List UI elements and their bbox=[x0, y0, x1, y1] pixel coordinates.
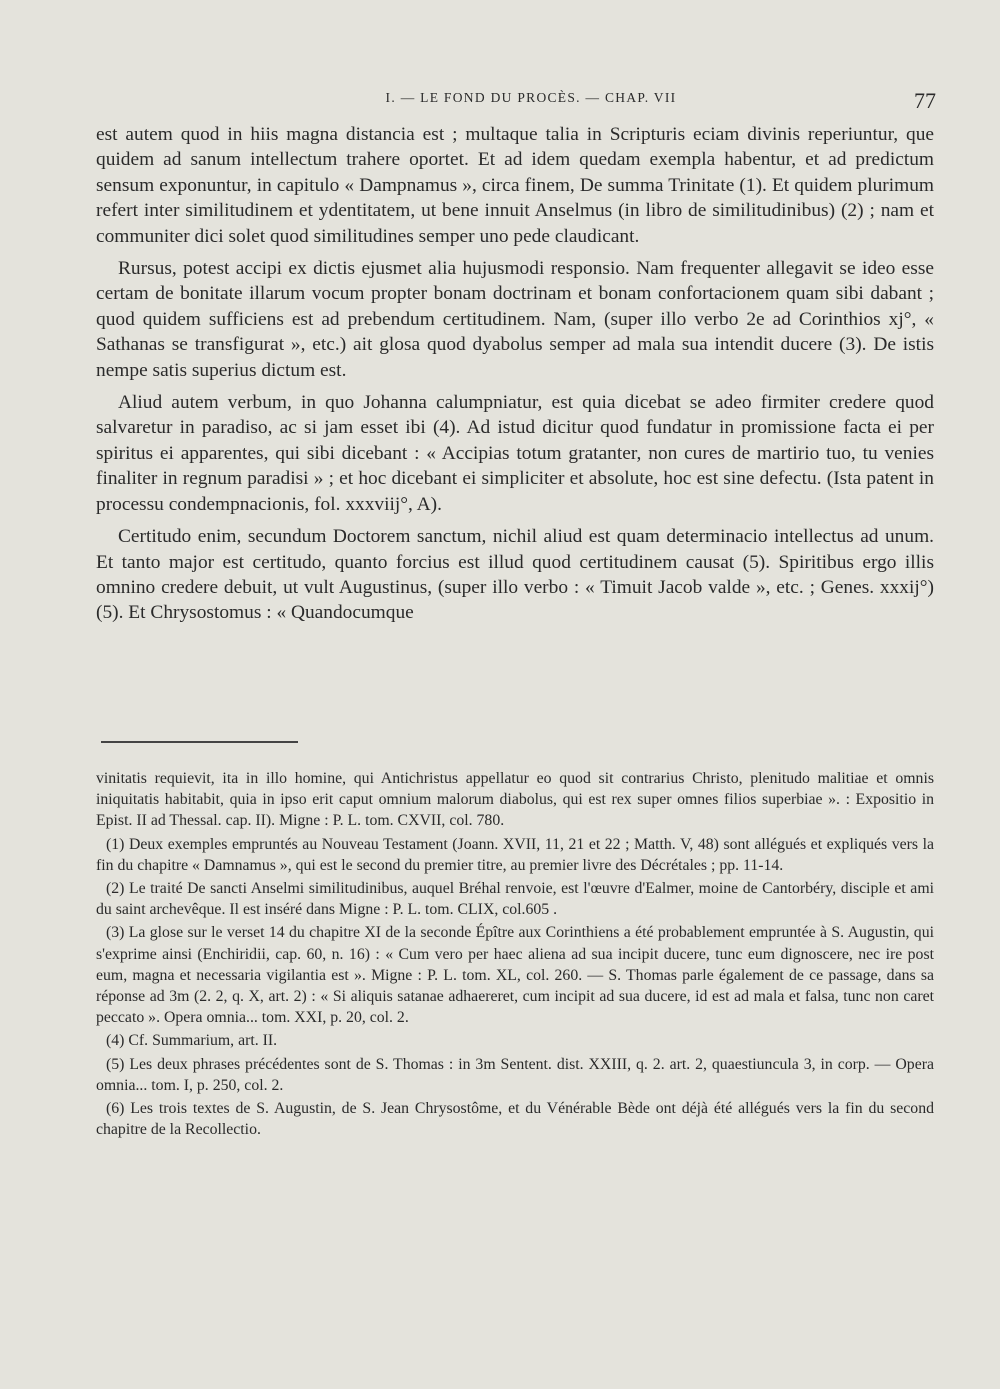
footnotes bbox=[96, 768, 934, 1140]
running-head bbox=[96, 88, 936, 112]
footnote-5: (5) Les deux phrases précédentes sont de S. Thomas : in 3m Sentent. dist. XXIII, q. 2. art. 2, quaestiuncula 3, in corp. — Opera omnia... tom. I, p. 250, col. 2. bbox=[96, 1055, 934, 1094]
footnote-2: (2) Le traité De sancti Anselmi similitudinibus, auquel Bréhal renvoie, est l'œuvre d'Ealmer, moine de Cantorbéry, disciple et ami du saint archevêque. Il est inséré dans Migne : P. L. tom. CLIX, col.605 . bbox=[96, 880, 934, 919]
footnote-continuation: vinitatis requievit, ita in illo homine, qui Antichristus appellatur eo quod sit contrarius Christo, plenitudo malitiae et omnis iniquitatis habitabit, quia in ipso erit caput omnium malorum diabolus, qui est rex super omnes filios superbiae ». : Expositio in Epist. II ad Thessal. cap. II). Migne : P. L. tom. CXVII, col. 780. bbox=[96, 770, 934, 830]
running-title: I. — LE FOND DU PROCÈS. — CHAP. VII bbox=[385, 90, 677, 105]
footnote-3: (3) La glose sur le verset 14 du chapitre XI de la seconde Épître aux Corinthiens a été probablement empruntée à S. Augustin, qui s'exprime ainsi (Enchiridii, cap. 60, n. 16) : « Cum vero per haec aliena ad sua incipit ducere, tunc eum dignoscere, nec ire post eum, magna et necessaria vigilantia est ». Migne : P. L. tom. XL, col. 260. — S. Thomas parle également de ce passage, dans sa réponse ad 3m (2. 2, q. X, art. 2) : « Si aliquis satanae adhaereret, cum incipit ad sua ducere, id est ad mala et falsa, tunc non caret peccato ». Opera omnia... tom. XXI, p. 20, col. 2. bbox=[96, 924, 934, 1027]
footnote-1: (1) Deux exemples empruntés au Nouveau Testament (Joann. XVII, 11, 21 et 22 ; Matth. V, 48) sont allégués et expliqués vers la fin du chapitre « Damnamus », qui est le second du premier titre, au premier livre des Décrétales ; pp. 11-14. bbox=[96, 835, 934, 874]
footnote-4: (4) Cf. Summarium, art. II. bbox=[106, 1032, 278, 1050]
paragraph-4: Certitudo enim, secundum Doctorem sanctum, nichil aliud est quam determinacio intellectus ad unum. Et tanto major est certitudo, quanto forcius est illud quod certitudinem causat (5). Spiritibus ergo illis omnino credere debuit, ut vult Augustinus, (super illo verbo : « Timuit Jacob valde », etc. ; Genes. xxxij°) (5). Et Chrysostomus : « Quandocumque bbox=[96, 526, 934, 624]
footnote-separator bbox=[101, 741, 298, 743]
footnote-6: (6) Les trois textes de S. Augustin, de S. Jean Chrysostôme, et du Vénérable Bède ont déjà été allégués vers la fin du second chapitre de la Recollectio. bbox=[96, 1100, 934, 1139]
paragraph-2: Rursus, potest accipi ex dictis ejusmet alia hujusmodi responsio. Nam frequenter allegavit se ideo esse certam de bonitate illarum vocum propter bonam doctrinam et bonam confortacionem quam sibi dabant ; quod quidem sufficiens est ad prebendum certitudinem. Nam, (super illo verbo 2e ad Corinthios xj°, « Sathanas se transfigurat », etc.) ait glosa quod dyabolus semper ad mala sua intendit ducere (3). De istis nempe satis superius dictum est. bbox=[96, 258, 934, 381]
page-number: 77 bbox=[914, 88, 936, 113]
paragraph-3: Aliud autem verbum, in quo Johanna calumpniatur, est quia dicebat se adeo firmiter credere quod salvaretur in paradiso, ac si jam esset ibi (4). Ad istud dicitur quod fundatur in promissione facta ei per spiritus ei apparentes, qui sibi dicebant : « Accipias totum gratanter, non cures de martirio tuo, tu venies finaliter in regnum paradisi » ; et hoc dicebant ei simpliciter et absolute, hoc est sine defectu. (Ista patent in processu condempnacionis, fol. xxxviij°, A). bbox=[96, 392, 934, 515]
paragraph-1: est autem quod in hiis magna distancia est ; multaque talia in Scripturis eciam divinis reperiuntur, que quidem ad sanum intellectum trahere oportet. Et ad idem quedam exempla habentur, et ad predictum sensum exponuntur, in capitulo « Dampnamus », circa finem, De summa Trinitate (1). Et quidem plurimum refert inter similitudinem et ydentitatem, ut bene innuit Anselmus (in libro de similitudinibus) (2) ; nam et communiter dici solet quod similitudines semper uno pede claudicant. bbox=[96, 124, 934, 247]
main-text bbox=[96, 122, 934, 626]
